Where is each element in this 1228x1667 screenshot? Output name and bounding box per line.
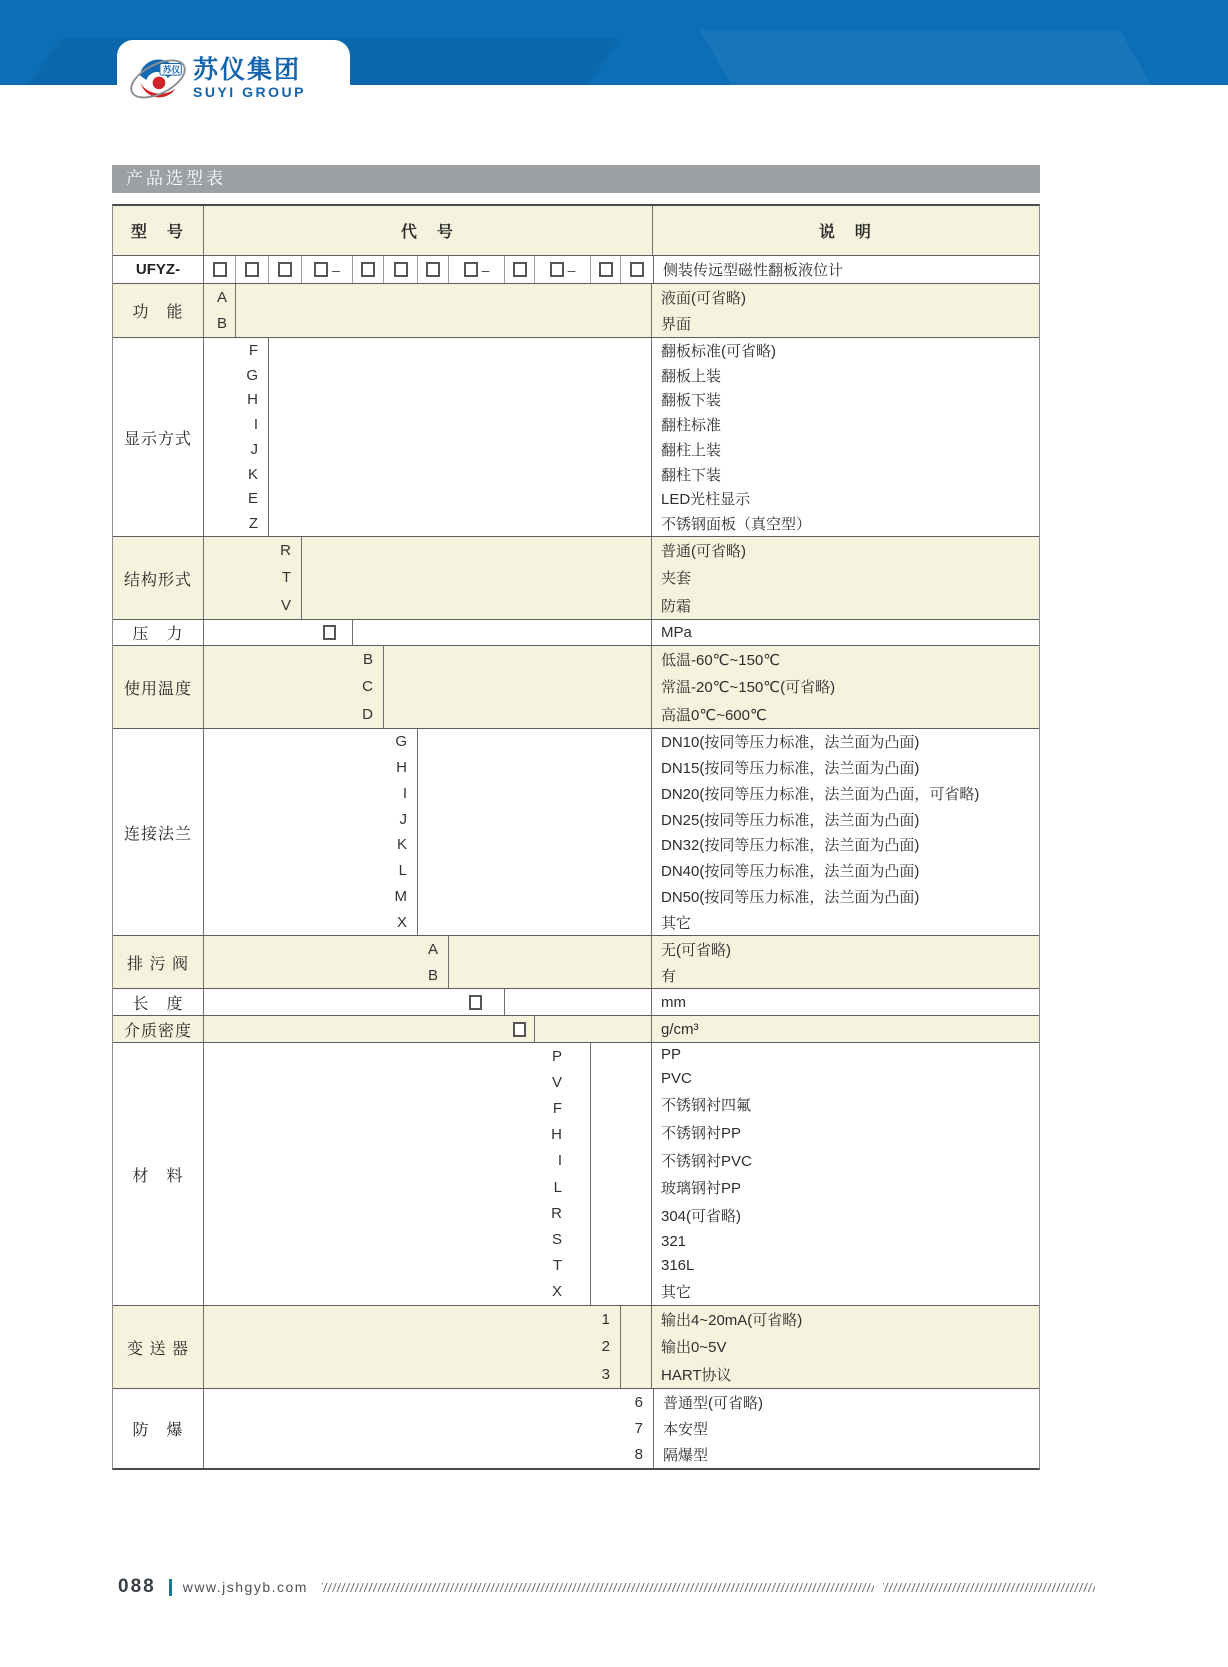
section-explosion-proof <box>113 1388 1039 1468</box>
description: 其它 <box>661 914 692 932</box>
description: MPa <box>661 624 692 641</box>
code-letter: P <box>551 1047 562 1065</box>
description: 不锈钢面板（真空型） <box>661 516 812 534</box>
page-title: 产品选型表 <box>112 165 1040 193</box>
description: mm <box>661 993 686 1011</box>
section-label: 防 爆 <box>113 1389 204 1468</box>
section-operating-temperature <box>113 645 1039 728</box>
code-column <box>204 936 449 988</box>
spacer <box>353 620 651 645</box>
section-label: 连接法兰 <box>113 729 204 935</box>
code-letter: T <box>281 569 291 587</box>
code-letter: V <box>551 1073 562 1091</box>
description-column <box>651 620 1039 645</box>
section-label: 使用温度 <box>113 646 204 728</box>
code-box-cell <box>418 256 449 283</box>
section-label: 长 度 <box>113 989 204 1015</box>
section-drain-valve <box>113 935 1039 988</box>
description: 低温-60℃~150℃ <box>661 652 781 670</box>
code-letter: T <box>552 1257 562 1275</box>
code-letter: I <box>402 784 407 802</box>
description: 高温0℃~600℃ <box>661 706 767 724</box>
description: HART协议 <box>661 1366 732 1384</box>
header-description: 说 明 <box>652 206 1039 255</box>
description-column <box>651 537 1039 619</box>
spacer <box>236 284 651 337</box>
code-letter: S <box>551 1230 562 1248</box>
code-column <box>204 989 505 1015</box>
section-display-mode <box>113 337 1039 536</box>
description: DN20(按同等压力标准，法兰面为凸面，可省略) <box>661 785 980 803</box>
company-logo <box>117 40 350 117</box>
code-digit: 1 <box>601 1311 610 1329</box>
description: 无(可省略) <box>661 941 731 959</box>
description: 翻板下装 <box>661 392 722 410</box>
code-box <box>599 262 613 277</box>
code-letter: L <box>398 862 407 880</box>
section-label: 压 力 <box>113 620 204 645</box>
code-letter: Z <box>248 515 258 533</box>
website-link[interactable]: www.jshgyb.com <box>182 1579 308 1595</box>
section-length <box>113 988 1039 1015</box>
table-header-row <box>113 206 1039 255</box>
description: 翻柱上装 <box>661 441 722 459</box>
section-structure-type <box>113 536 1039 619</box>
description-column <box>651 646 1039 728</box>
code-column <box>204 1043 591 1305</box>
code-letter: A <box>216 288 227 306</box>
code-letter: B <box>362 651 373 669</box>
code-letter: J <box>399 810 407 828</box>
code-box <box>245 262 259 277</box>
description: 316L <box>661 1256 695 1274</box>
description: PVC <box>661 1070 692 1088</box>
description: 玻璃钢衬PP <box>661 1180 742 1198</box>
code-letter: F <box>248 341 258 359</box>
description: 防霜 <box>661 597 692 615</box>
spacer <box>505 989 651 1015</box>
code-letter: L <box>553 1178 562 1196</box>
description: 翻板标准(可省略) <box>661 342 776 360</box>
code-box <box>314 262 328 277</box>
description-column <box>651 1043 1039 1305</box>
code-column <box>204 338 269 536</box>
code-letter: V <box>280 596 291 614</box>
code-digit: 3 <box>601 1365 610 1383</box>
logo-badge-text: 苏仪 <box>162 64 181 75</box>
model-code-row <box>113 255 1039 283</box>
code-box <box>464 262 478 277</box>
description-column <box>651 729 1039 935</box>
spacer <box>269 338 651 536</box>
code-letter: B <box>216 315 227 333</box>
code-column <box>204 284 236 337</box>
description-column <box>651 338 1039 536</box>
spacer <box>449 936 651 988</box>
footer-hatch-pattern <box>883 1583 1095 1592</box>
length-value-box <box>469 995 482 1010</box>
code-box-cell <box>204 256 236 283</box>
code-column <box>204 1306 621 1388</box>
code-letter: X <box>396 913 407 931</box>
section-label: 变 送 器 <box>113 1306 204 1388</box>
brand-name-cn: 苏仪集团 <box>193 55 302 84</box>
description-column <box>651 1016 1039 1042</box>
code-letter: E <box>247 490 258 508</box>
code-box-cell <box>269 256 302 283</box>
description: 常温-20℃~150℃(可省略) <box>661 679 836 697</box>
code-letter: B <box>427 966 438 984</box>
code-letter: M <box>394 887 407 905</box>
model-prefix: UFYZ- <box>113 256 204 283</box>
brand-name-en: SUYI GROUP <box>193 84 306 101</box>
section-connection-flange <box>113 728 1039 935</box>
spacer <box>621 1306 651 1388</box>
description: 本安型 <box>663 1420 709 1438</box>
page-number: 088 <box>118 1576 156 1597</box>
section-function <box>113 283 1039 337</box>
code-letter: H <box>396 759 407 777</box>
section-label: 功 能 <box>113 284 204 337</box>
spacer <box>384 646 651 728</box>
description: 夹套 <box>661 570 692 588</box>
code-box-cell <box>236 256 269 283</box>
code-column <box>204 1389 653 1468</box>
code-box <box>630 262 644 277</box>
code-letter: A <box>427 940 438 958</box>
description: 不锈钢衬PP <box>661 1124 742 1142</box>
description: 普通(可省略) <box>661 543 746 561</box>
description: 普通型(可省略) <box>663 1394 763 1412</box>
code-letter: J <box>250 440 258 458</box>
code-letter: F <box>552 1099 562 1117</box>
code-digit: 7 <box>634 1419 643 1437</box>
description-column <box>651 989 1039 1015</box>
description: 翻柱标准 <box>661 417 722 435</box>
spacer <box>418 729 651 935</box>
code-column <box>204 620 353 645</box>
code-column <box>204 1016 535 1042</box>
description: PP <box>661 1046 682 1064</box>
code-letter: H <box>247 391 258 409</box>
description: 其它 <box>661 1283 692 1301</box>
description: DN32(按同等压力标准，法兰面为凸面) <box>661 837 920 855</box>
description: 不锈钢衬四氟 <box>661 1096 752 1114</box>
code-box <box>361 262 375 277</box>
description: DN50(按同等压力标准，法兰面为凸面) <box>661 888 920 906</box>
page-footer <box>118 1576 1095 1598</box>
section-medium-density <box>113 1015 1039 1042</box>
suyi-logo-icon <box>127 48 189 110</box>
code-letter: R <box>551 1204 562 1222</box>
description-column <box>651 936 1039 988</box>
code-digit: 8 <box>634 1446 643 1464</box>
code-letter: H <box>551 1126 562 1144</box>
description: 界面 <box>661 316 692 334</box>
section-transmitter <box>113 1305 1039 1388</box>
description: 不锈钢衬PVC <box>661 1152 752 1170</box>
code-box-cell <box>591 256 621 283</box>
code-box-cell <box>621 256 653 283</box>
code-box-cell-dash <box>302 256 353 283</box>
code-letter: K <box>247 465 258 483</box>
code-box <box>213 262 227 277</box>
description: LED光柱显示 <box>661 491 751 509</box>
model-description: 侧装传远型磁性翻板液位计 <box>653 256 1040 283</box>
description: DN40(按同等压力标准，法兰面为凸面) <box>661 863 920 881</box>
spacer <box>591 1043 651 1305</box>
header-model: 型 号 <box>113 206 204 255</box>
section-pressure <box>113 619 1039 645</box>
code-letter: R <box>280 542 291 560</box>
description-column <box>651 284 1039 337</box>
spacer <box>535 1016 651 1042</box>
description: g/cm³ <box>661 1020 699 1038</box>
description: 隔爆型 <box>663 1447 709 1465</box>
code-box-cell <box>353 256 384 283</box>
code-box <box>278 262 292 277</box>
code-letter: I <box>253 416 258 434</box>
description: 翻柱下装 <box>661 466 722 484</box>
code-letter: C <box>362 678 373 696</box>
code-column <box>204 729 418 935</box>
code-column <box>204 537 302 619</box>
code-box-cell-dash <box>535 256 591 283</box>
section-label: 材 料 <box>113 1043 204 1305</box>
section-label: 排 污 阀 <box>113 936 204 988</box>
section-label: 显示方式 <box>113 338 204 536</box>
banner-pattern <box>700 30 1160 85</box>
code-letter: G <box>395 733 407 751</box>
description-column <box>653 1389 1040 1468</box>
section-label: 介质密度 <box>113 1016 204 1042</box>
description: DN10(按同等压力标准，法兰面为凸面) <box>661 734 920 752</box>
density-value-box <box>513 1022 526 1037</box>
code-letter: D <box>362 705 373 723</box>
code-box-cell <box>505 256 535 283</box>
spacer <box>302 537 651 619</box>
code-letter: X <box>551 1283 562 1301</box>
code-column <box>204 646 384 728</box>
footer-divider <box>169 1579 172 1596</box>
description: DN15(按同等压力标准，法兰面为凸面) <box>661 760 920 778</box>
description: 有 <box>661 967 677 985</box>
code-box <box>394 262 408 277</box>
description: DN25(按同等压力标准，法兰面为凸面) <box>661 811 920 829</box>
code-box-cell <box>384 256 418 283</box>
code-digit: 6 <box>634 1393 643 1411</box>
code-box <box>550 262 564 277</box>
pressure-value-box <box>323 625 336 640</box>
description: 翻板上装 <box>661 367 722 385</box>
description: 输出0~5V <box>661 1339 727 1357</box>
description: 321 <box>661 1232 687 1250</box>
description: 液面(可省略) <box>661 289 746 307</box>
product-selection-table <box>112 204 1040 1470</box>
description: 输出4~20mA(可省略) <box>661 1312 803 1330</box>
code-box-cell-dash <box>449 256 505 283</box>
section-material <box>113 1042 1039 1305</box>
section-label: 结构形式 <box>113 537 204 619</box>
description: 304(可省略) <box>661 1208 742 1226</box>
code-box <box>426 262 440 277</box>
code-box <box>513 262 527 277</box>
code-letter: K <box>396 836 407 854</box>
header-code: 代 号 <box>400 224 455 241</box>
description-column <box>651 1306 1039 1388</box>
code-letter: I <box>557 1152 562 1170</box>
footer-hatch-pattern <box>322 1583 874 1592</box>
code-letter: G <box>246 366 258 384</box>
code-digit: 2 <box>601 1338 610 1356</box>
